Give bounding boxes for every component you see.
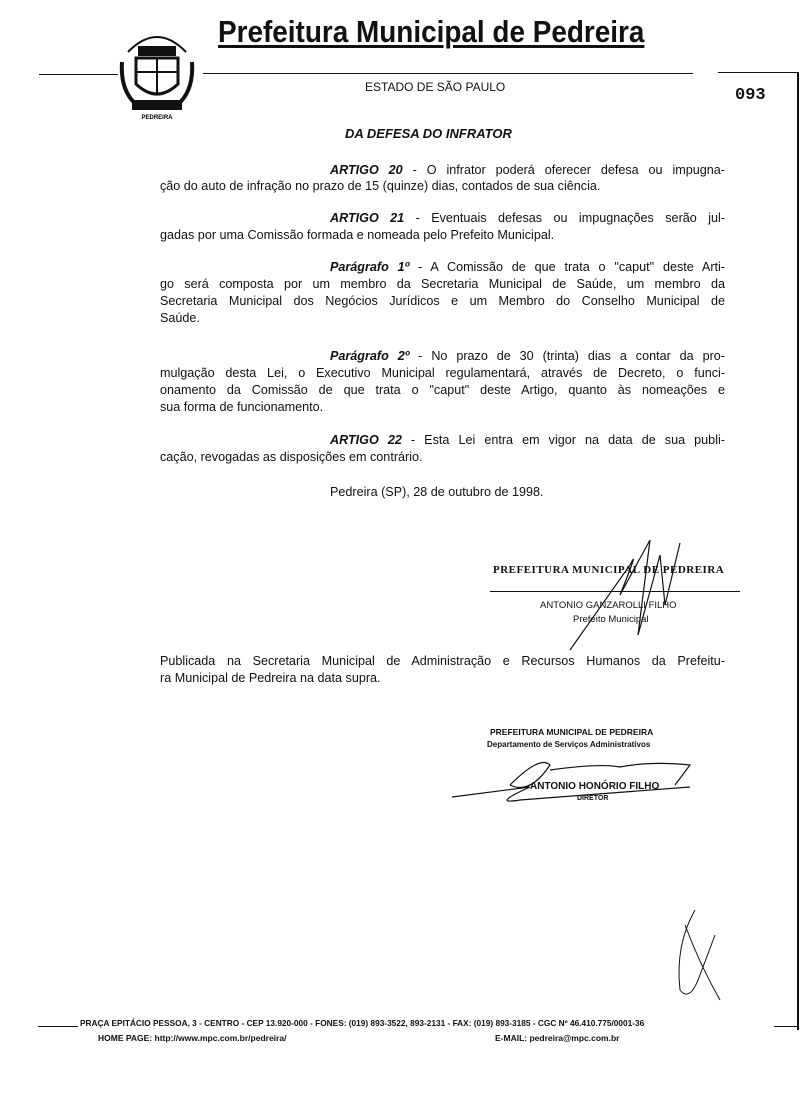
header-rule	[203, 73, 693, 74]
paragraph-line: cação, revogadas as disposições em contrário.	[160, 450, 423, 464]
initials-mark	[665, 905, 725, 1005]
paragraph-line: gadas por uma Comissão formada e nomeada pelo Prefeito Municipal.	[160, 228, 555, 242]
page-number: 093	[735, 86, 766, 105]
date-line: Pedreira (SP), 28 de outubro de 1998.	[330, 485, 544, 499]
paragraph-lead: Parágrafo 2º	[330, 349, 410, 363]
paragraph-line: mulgação desta Lei, o Executivo Municipal regulamentará, através de Decreto, o funci-	[160, 366, 725, 380]
paragraph-line	[330, 259, 725, 275]
mayor-name: ANTONIO GANZAROLLI FILHO	[540, 600, 677, 611]
paragraph-line: go será composta por um membro da Secretaria Municipal de Saúde, um membro da	[160, 277, 725, 291]
paragraph-line	[330, 162, 725, 178]
footer-homepage: HOME PAGE: http://www.mpc.com.br/pedreira/	[98, 1033, 287, 1043]
text: - Eventuais defesas ou impugnações serão jul-	[404, 211, 725, 225]
text: - O infrator poderá oferecer defesa ou impugna-	[402, 163, 725, 177]
footer-address: PRAÇA EPITÁCIO PESSOA, 3 - CENTRO - CEP 13.920-000 - FONES: (019) 893-3522, 893-2131 - FAX: (019) 893-3185 - CGC Nº 46.410.775/0001-36	[80, 1018, 645, 1028]
article-lead: ARTIGO 21	[330, 211, 405, 225]
publication-line: Publicada na Secretaria Municipal de Administração e Recursos Humanos da Prefeitu-	[160, 654, 725, 668]
paragraph-line	[330, 210, 725, 226]
page-title: Prefeitura Municipal de Pedreira	[218, 14, 645, 49]
paragraph-line: ção do auto de infração no prazo de 15 (quinze) dias, contados de sua ciência.	[160, 179, 601, 193]
section-heading: DA DEFESA DO INFRATOR	[345, 126, 512, 141]
director-name: ANTONIO HONÓRIO FILHO	[530, 781, 660, 792]
header-rule-right	[718, 72, 798, 73]
department-stamp: PREFEITURA MUNICIPAL DE PEDREIRA	[490, 727, 654, 737]
article-lead: ARTIGO 20	[330, 163, 403, 177]
paragraph-line: Saúde.	[160, 311, 200, 325]
paragraph-line	[330, 432, 725, 448]
department-name: Departamento de Serviços Administrativos	[487, 740, 651, 749]
mayor-signature	[560, 535, 690, 655]
svg-text:PEDREIRA: PEDREIRA	[141, 115, 173, 121]
paragraph-lead: Parágrafo 1º	[330, 260, 410, 274]
header-rule-left	[38, 74, 118, 75]
paragraph-line: Secretaria Municipal dos Negócios Jurídicos e um Membro do Conselho Municipal de	[160, 294, 725, 308]
text: - Esta Lei entra em vigor na data de sua publi-	[401, 433, 725, 447]
text: - A Comissão de que trata o "caput" deste Arti-	[409, 260, 725, 274]
mayor-role: Prefeito Municipal	[573, 614, 649, 625]
paragraph-line: onamento da Comissão de que trata o "caput" deste Artigo, quanto às nomeações e	[160, 383, 725, 397]
paragraph-line	[330, 348, 725, 364]
border-left-space	[38, 74, 39, 1024]
footer-email: E-MAIL: pedreira@mpc.com.br	[495, 1033, 620, 1043]
border-right	[797, 72, 799, 1030]
footer-rule-left	[38, 1026, 78, 1027]
article-lead: ARTIGO 22	[330, 433, 402, 447]
municipal-crest-logo	[118, 22, 196, 122]
text: - No prazo de 30 (trinta) dias a contar da pro-	[409, 349, 725, 363]
state-subtitle: ESTADO DE SÃO PAULO	[365, 80, 506, 94]
mayor-stamp: PREFEITURA MUNICIPAL DE PEDREIRA	[493, 564, 725, 576]
director-role: DIRETOR	[577, 795, 609, 802]
footer-rule-right	[774, 1026, 798, 1027]
publication-line: ra Municipal de Pedreira na data supra.	[160, 671, 381, 685]
paragraph-line: sua forma de funcionamento.	[160, 400, 324, 414]
